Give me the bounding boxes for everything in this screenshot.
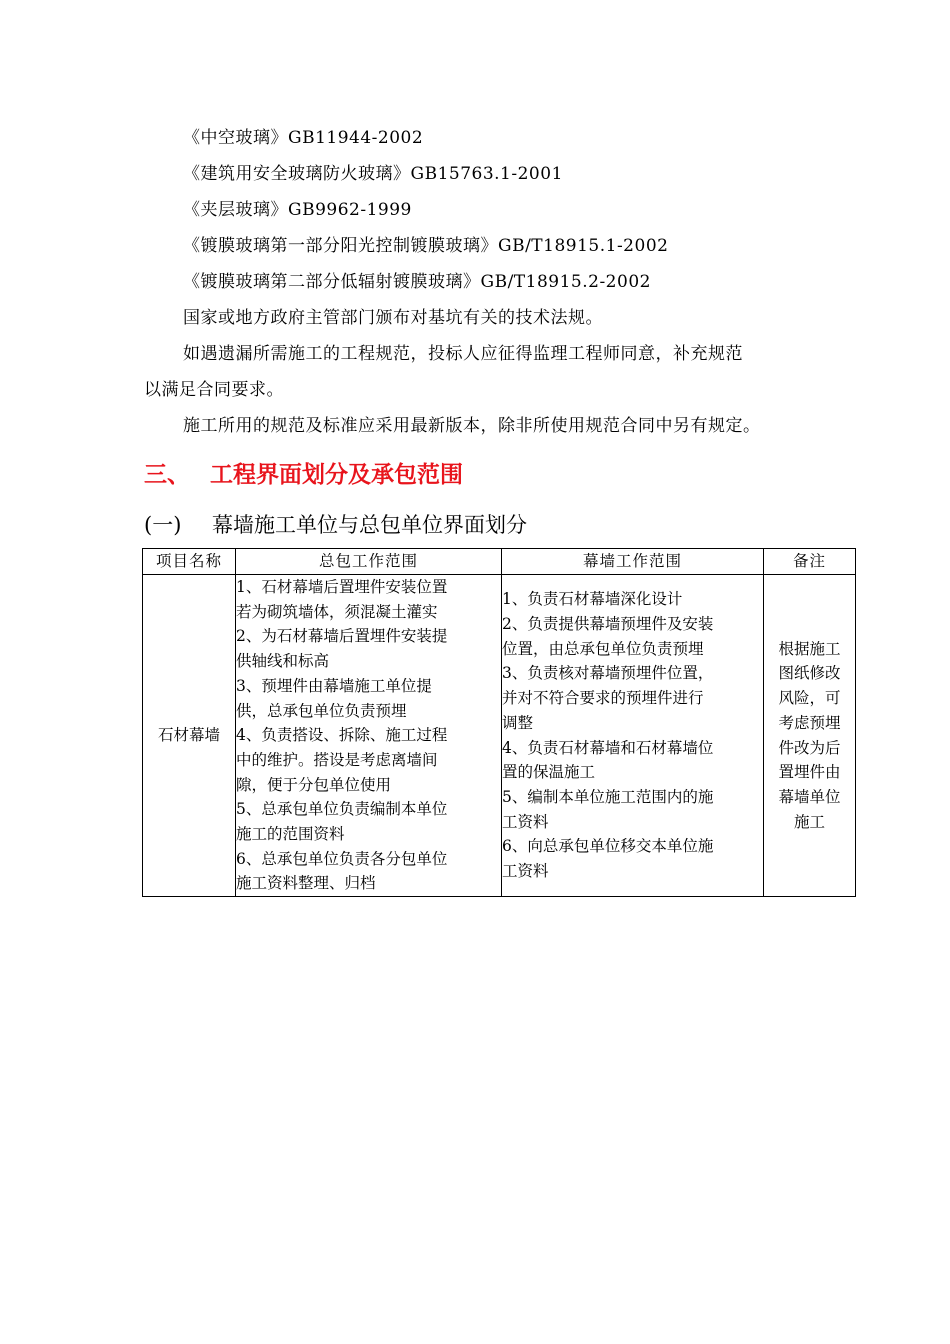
paragraph-regulations: 国家或地方政府主管部门颁布对基坑有关的技术法规。	[183, 308, 603, 328]
remark-line: 根据施工	[778, 639, 841, 658]
scope-line: 施工的范围资料	[236, 825, 345, 844]
scope-line: 1、负责石材幕墙深化设计	[502, 590, 683, 609]
scope-line: 供轴线和标高	[236, 652, 330, 671]
cell-general-scope	[236, 575, 502, 897]
subsection-title: 幕墙施工单位与总包单位界面划分	[212, 513, 527, 537]
standard-item: 《建筑用安全玻璃防火玻璃》GB15763.1-2001	[183, 164, 563, 184]
cell-curtain-scope	[502, 575, 764, 897]
table-header-row	[143, 549, 856, 575]
section-heading	[144, 460, 463, 490]
scope-line: 供，总承包单位负责预埋	[236, 701, 407, 720]
scope-line: 隙，便于分包单位使用	[236, 775, 392, 794]
standard-item: 《镀膜玻璃第一部分阳光控制镀膜玻璃》GB/T18915.1-2002	[183, 236, 669, 256]
scope-line: 5、总承包单位负责编制本单位	[236, 800, 448, 819]
paragraph-omission-line1: 如遇遗漏所需施工的工程规范，投标人应征得监理工程师同意，补充规范	[183, 344, 743, 364]
standard-item: 《夹层玻璃》GB9962-1999	[183, 200, 412, 220]
remark-line: 件改为后	[778, 738, 841, 757]
header-curtain-scope: 幕墙工作范围	[502, 549, 764, 575]
scope-line: 中的维护。搭设是考虑离墙间	[236, 750, 438, 769]
remark-line: 施工	[793, 812, 825, 831]
section-title: 工程界面划分及承包范围	[210, 462, 463, 488]
scope-line: 3、负责核对幕墙预埋件位置，	[502, 664, 714, 683]
scope-line: 4、负责石材幕墙和石材幕墙位	[502, 738, 714, 757]
subsection-number: (一)	[144, 513, 182, 537]
scope-line: 位置，由总承包单位负责预埋	[502, 639, 704, 658]
header-item-name: 项目名称	[143, 549, 236, 575]
scope-line: 6、总承包单位负责各分包单位	[236, 849, 448, 868]
paragraph-latest-version: 施工所用的规范及标准应采用最新版本，除非所使用规范合同中另有规定。	[183, 416, 761, 436]
remark-line: 考虑预埋	[778, 713, 841, 732]
scope-line: 工资料	[502, 812, 549, 831]
remark-line: 置埋件由	[778, 763, 841, 782]
scope-line: 5、编制本单位施工范围内的施	[502, 787, 714, 806]
standard-item: 《中空玻璃》GB11944-2002	[183, 128, 424, 148]
scope-line: 若为砌筑墙体，须混凝土灌实	[236, 602, 438, 621]
header-general-scope: 总包工作范围	[236, 549, 502, 575]
scope-line: 置的保温施工	[502, 763, 596, 782]
interface-division-table	[142, 548, 856, 897]
section-number: 三、	[144, 462, 190, 488]
cell-remarks	[764, 575, 856, 897]
standard-item: 《镀膜玻璃第二部分低辐射镀膜玻璃》GB/T18915.2-2002	[183, 272, 651, 292]
remark-line: 幕墙单位	[778, 787, 841, 806]
scope-line: 3、预埋件由幕墙施工单位提	[236, 676, 432, 695]
scope-line: 调整	[502, 713, 534, 732]
scope-line: 1、石材幕墙后置埋件安装位置	[236, 578, 448, 596]
paragraph-omission-line2: 以满足合同要求。	[144, 380, 284, 400]
scope-line: 6、向总承包单位移交本单位施	[502, 837, 714, 856]
scope-line: 并对不符合要求的预埋件进行	[502, 689, 704, 708]
scope-line: 施工资料整理、归档	[236, 874, 376, 893]
scope-line: 2、负责提供幕墙预埋件及安装	[502, 615, 714, 634]
cell-item-name: 石材幕墙	[143, 575, 236, 897]
remark-line: 风险，可	[778, 689, 841, 708]
remark-line: 图纸修改	[778, 664, 841, 683]
scope-line: 4、负责搭设、拆除、施工过程	[236, 726, 448, 745]
scope-line: 工资料	[502, 862, 549, 881]
subsection-heading	[144, 510, 527, 540]
header-remarks: 备注	[764, 549, 856, 575]
table-row	[143, 575, 856, 897]
scope-line: 2、为石材幕墙后置埋件安装提	[236, 627, 448, 646]
